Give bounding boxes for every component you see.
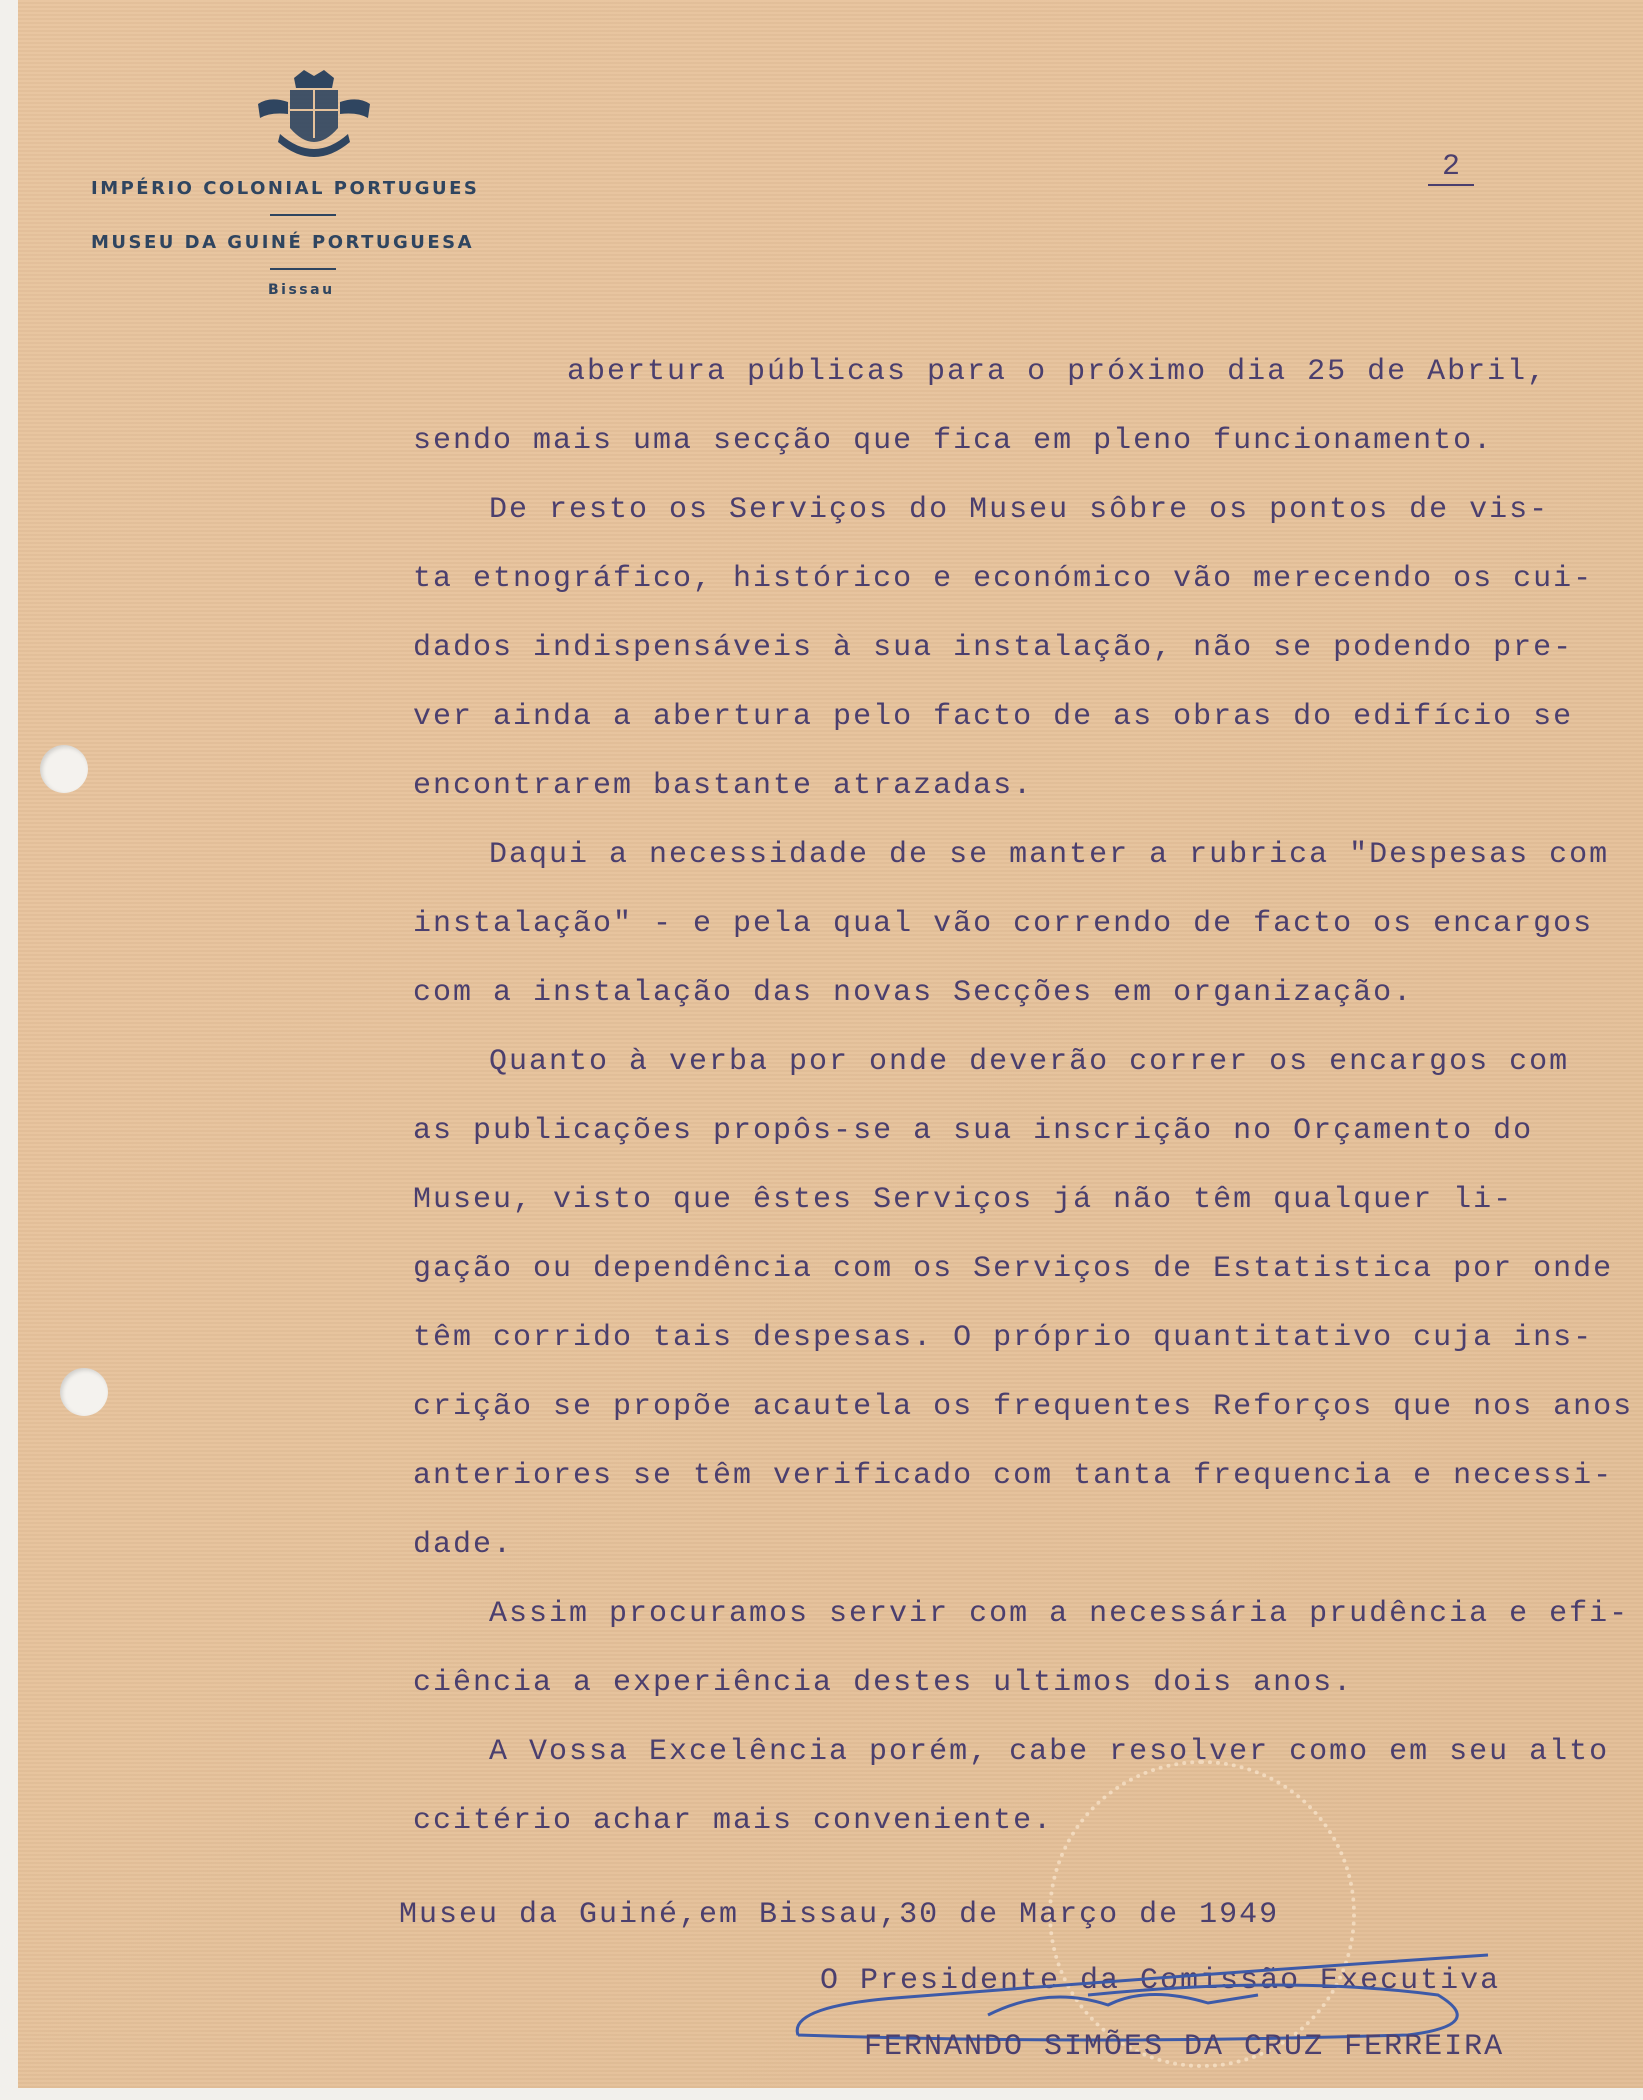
signatory-title: O Presidente da Comissão Executiva [820, 1964, 1501, 1998]
punch-hole [60, 1368, 108, 1416]
text-line: crição se propõe acautela os frequentes Reforços que nos anos [413, 1390, 1634, 1424]
text-line: encontrarem bastante atrazadas. [413, 769, 1034, 803]
text-line: Quanto à verba por onde deverão correr os encargos com [489, 1045, 1570, 1079]
letterhead-line1: IMPÉRIO COLONIAL PORTUGUES [91, 178, 480, 199]
text-line: têm corrido tais despesas. O próprio quantitativo cuja ins- [413, 1321, 1594, 1355]
text-line: ta etnográfico, histórico e económico vão merecendo os cui- [413, 562, 1594, 596]
letterhead-line3: Bissau [268, 282, 335, 298]
text-line: dade. [413, 1528, 514, 1562]
letter-body [413, 338, 1643, 1856]
text-line: instalação" - e pela qual vão correndo de facto os encargos [413, 907, 1594, 941]
text-line: dados indispensáveis à sua instalação, não se podendo pre- [413, 631, 1574, 665]
place-date: Museu da Guiné,em Bissau,30 de Março de 1949 [399, 1898, 1280, 1932]
text-line: sendo mais uma secção que fica em pleno funcionamento. [413, 424, 1494, 458]
text-line: Assim procuramos servir com a necessária prudência e efi- [489, 1597, 1630, 1631]
text-line: as publicações propôs-se a sua inscrição no Orçamento do [413, 1114, 1534, 1148]
text-line: ciência a experiência destes ultimos dois anos. [413, 1666, 1354, 1700]
text-line: anteriores se têm verificado com tanta frequencia e necessi- [413, 1459, 1614, 1493]
text-line: ver ainda a abertura pelo facto de as obras do edifício se [413, 700, 1574, 734]
text-line: A Vossa Excelência porém, cabe resolver como em seu alto [489, 1735, 1610, 1769]
text-line: gação ou dependência com os Serviços de Estatistica por onde [413, 1252, 1614, 1286]
divider [270, 214, 336, 216]
text-line: Daqui a necessidade de se manter a rubrica "Despesas com [489, 838, 1610, 872]
document-page [18, 0, 1643, 2088]
page-number: 2 [1428, 150, 1474, 186]
signatory-name: FERNANDO SIMÕES DA CRUZ FERREIRA [864, 2030, 1505, 2064]
text-line: com a instalação das novas Secções em organização. [413, 976, 1414, 1010]
text-line: abertura públicas para o próximo dia 25 de Abril, [567, 355, 1548, 389]
coat-of-arms-icon [250, 68, 378, 168]
punch-hole [40, 745, 88, 793]
text-line: Museu, visto que êstes Serviços já não têm qualquer li- [413, 1183, 1514, 1217]
letterhead-line2: MUSEU DA GUINÉ PORTUGUESA [91, 232, 475, 253]
text-line: ccitério achar mais conveniente. [413, 1804, 1054, 1838]
divider [270, 268, 336, 270]
text-line: De resto os Serviços do Museu sôbre os pontos de vis- [489, 493, 1550, 527]
